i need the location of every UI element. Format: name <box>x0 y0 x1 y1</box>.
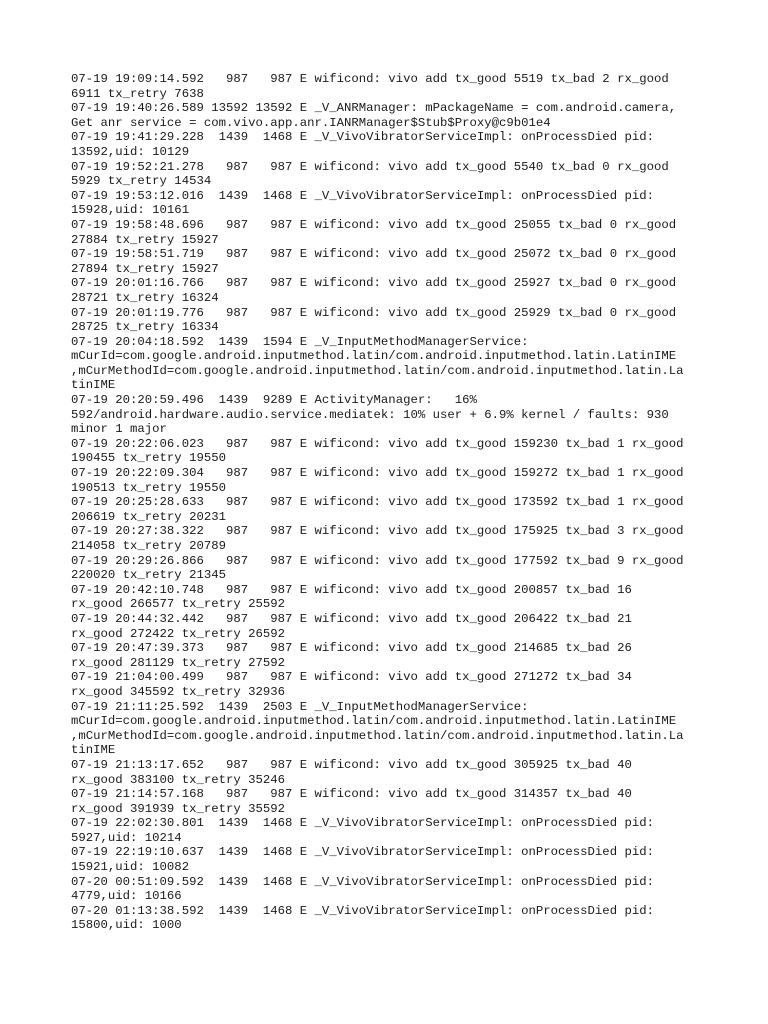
log-line: 07-19 20:04:18.592 1439 1594 E _V_InputMethodManagerService: <box>71 334 529 349</box>
log-line: 220020 tx_retry 21345 <box>71 568 226 583</box>
log-line: 07-19 21:11:25.592 1439 2503 E _V_InputMethodManagerService: <box>71 699 529 714</box>
log-line: 15800,uid: 1000 <box>71 918 182 933</box>
log-line: 28721 tx_retry 16324 <box>71 290 219 305</box>
log-line: minor 1 major <box>71 422 167 437</box>
log-line: mCurId=com.google.android.inputmethod.latin/com.android.inputmethod.latin.LatinIME <box>71 714 677 729</box>
log-line: 07-19 19:53:12.016 1439 1468 E _V_VivoVibratorServiceImpl: onProcessDied pid: <box>71 188 654 203</box>
log-line: tinIME <box>71 378 116 393</box>
log-line: 15928,uid: 10161 <box>71 203 190 218</box>
log-line: 07-19 22:19:10.637 1439 1468 E _V_VivoVibratorServiceImpl: onProcessDied pid: <box>71 845 654 860</box>
log-line: ,mCurMethodId=com.google.android.inputmethod.latin/com.android.inputmethod.latin.La <box>71 728 684 743</box>
log-line: 206619 tx_retry 20231 <box>71 509 226 524</box>
log-line: 07-19 20:27:38.322 987 987 E wificond: vivo add tx_good 175925 tx_bad 3 rx_good <box>71 524 684 539</box>
log-line: 07-19 20:20:59.496 1439 9289 E ActivityManager: 16% <box>71 393 477 408</box>
log-line: 190513 tx_retry 19550 <box>71 480 226 495</box>
log-line: 07-19 20:22:06.023 987 987 E wificond: vivo add tx_good 159230 tx_bad 1 rx_good <box>71 436 684 451</box>
log-line: rx_good 383100 tx_retry 35246 <box>71 772 286 787</box>
log-line: 214058 tx_retry 20789 <box>71 539 226 553</box>
log-line: rx_good 266577 tx_retry 25592 <box>71 597 286 612</box>
log-line: rx_good 272422 tx_retry 26592 <box>71 626 286 641</box>
log-line: 07-19 19:40:26.589 13592 13592 E _V_ANRManager: mPackageName = com.android.camera, <box>71 101 677 116</box>
log-line: rx_good 281129 tx_retry 27592 <box>71 655 286 670</box>
log-line: 07-20 00:51:09.592 1439 1468 E _V_VivoVibratorServiceImpl: onProcessDied pid: <box>71 874 654 889</box>
log-line: mCurId=com.google.android.inputmethod.latin/com.android.inputmethod.latin.LatinIME <box>71 349 677 364</box>
log-line: 592/android.hardware.audio.service.mediatek: 10% user + 6.9% kernel / faults: 930 <box>71 407 669 422</box>
log-line: Get anr service = com.vivo.app.anr.IANRManager$Stub$Proxy@c9b01e4 <box>71 115 551 130</box>
log-line: 07-19 21:13:17.652 987 987 E wificond: vivo add tx_good 305925 tx_bad 40 <box>71 757 632 772</box>
log-line: 07-19 20:01:19.776 987 987 E wificond: vivo add tx_good 25929 tx_bad 0 rx_good <box>71 305 677 320</box>
log-line: tinIME <box>71 743 116 758</box>
log-line: 5927,uid: 10214 <box>71 830 182 845</box>
log-line: 07-19 20:47:39.373 987 987 E wificond: vivo add tx_good 214685 tx_bad 26 <box>71 641 632 656</box>
log-line: rx_good 345592 tx_retry 32936 <box>71 684 286 699</box>
log-line: 07-20 01:13:38.592 1439 1468 E _V_VivoVibratorServiceImpl: onProcessDied pid: <box>71 903 654 918</box>
log-line: 07-19 19:09:14.592 987 987 E wificond: vivo add tx_good 5519 tx_bad 2 rx_good <box>71 72 669 86</box>
log-line: 07-19 20:25:28.633 987 987 E wificond: vivo add tx_good 173592 tx_bad 1 rx_good <box>71 495 684 510</box>
log-line: 28725 tx_retry 16334 <box>71 320 219 335</box>
log-line: 07-19 20:29:26.866 987 987 E wificond: vivo add tx_good 177592 tx_bad 9 rx_good <box>71 553 684 568</box>
log-line: 07-19 19:41:29.228 1439 1468 E _V_VivoVibratorServiceImpl: onProcessDied pid: <box>71 130 654 145</box>
log-line: 190455 tx_retry 19550 <box>71 451 226 466</box>
log-line: 15921,uid: 10082 <box>71 860 190 875</box>
log-line: 07-19 19:58:48.696 987 987 E wificond: vivo add tx_good 25055 tx_bad 0 rx_good <box>71 217 677 232</box>
log-line: 07-19 19:58:51.719 987 987 E wificond: vivo add tx_good 25072 tx_bad 0 rx_good <box>71 247 677 262</box>
log-text-block <box>71 72 711 933</box>
log-line: 5929 tx_retry 14534 <box>71 174 212 189</box>
log-line: 6911 tx_retry 7638 <box>71 86 204 101</box>
log-line: rx_good 391939 tx_retry 35592 <box>71 801 286 816</box>
log-line: 07-19 21:14:57.168 987 987 E wificond: vivo add tx_good 314357 tx_bad 40 <box>71 787 632 802</box>
log-line: 27884 tx_retry 15927 <box>71 232 219 247</box>
log-line: 4779,uid: 10166 <box>71 889 182 904</box>
log-line: ,mCurMethodId=com.google.android.inputmethod.latin/com.android.inputmethod.latin.La <box>71 363 684 378</box>
log-line: 07-19 19:52:21.278 987 987 E wificond: vivo add tx_good 5540 tx_bad 0 rx_good <box>71 159 669 174</box>
log-line: 07-19 20:44:32.442 987 987 E wificond: vivo add tx_good 206422 tx_bad 21 <box>71 611 632 626</box>
log-line: 13592,uid: 10129 <box>71 144 190 159</box>
log-line: 07-19 20:42:10.748 987 987 E wificond: vivo add tx_good 200857 tx_bad 16 <box>71 582 632 597</box>
log-line: 07-19 21:04:00.499 987 987 E wificond: vivo add tx_good 271272 tx_bad 34 <box>71 670 632 685</box>
log-line: 07-19 20:22:09.304 987 987 E wificond: vivo add tx_good 159272 tx_bad 1 rx_good <box>71 466 684 481</box>
log-line: 27894 tx_retry 15927 <box>71 261 219 276</box>
log-line: 07-19 22:02:30.801 1439 1468 E _V_VivoVibratorServiceImpl: onProcessDied pid: <box>71 816 654 831</box>
log-line: 07-19 20:01:16.766 987 987 E wificond: vivo add tx_good 25927 tx_bad 0 rx_good <box>71 276 677 291</box>
